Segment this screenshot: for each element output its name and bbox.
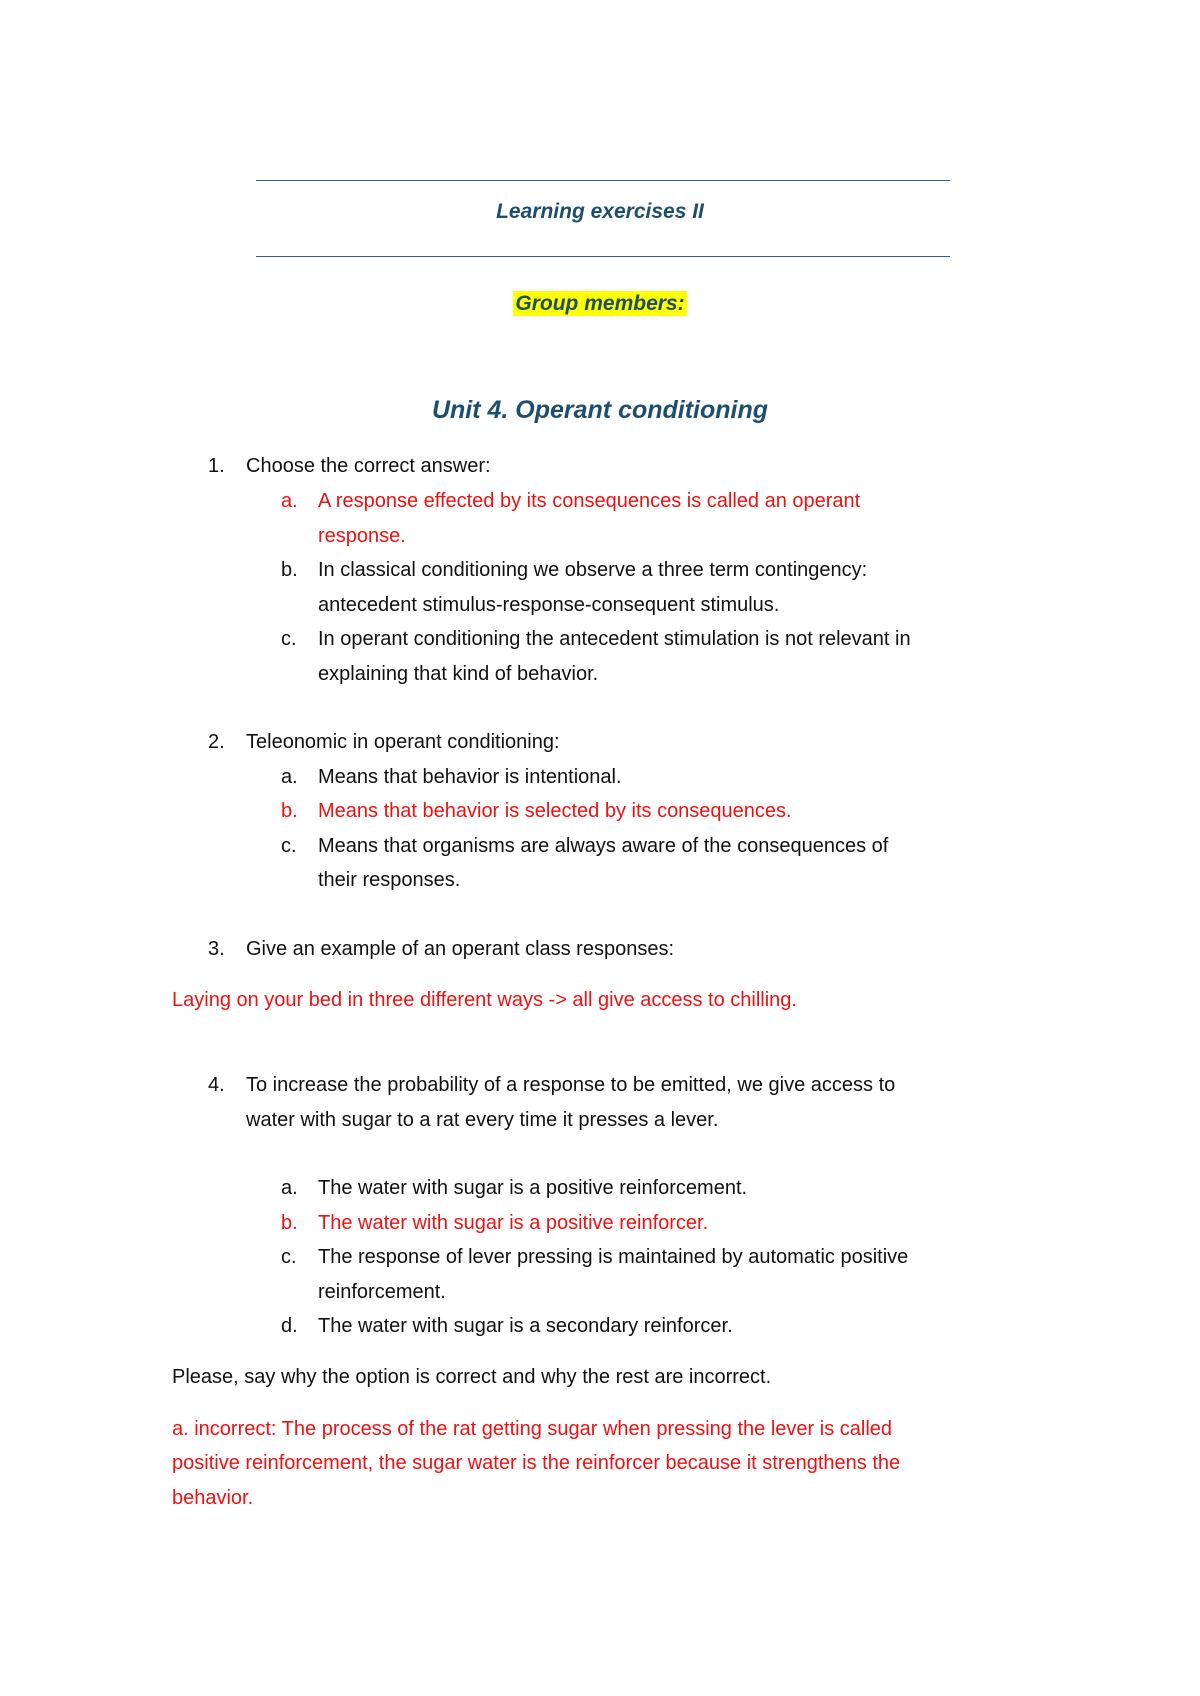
q1-option-c-letter: c. (281, 628, 297, 650)
q4-explanation-line3: behavior. (172, 1487, 254, 1509)
q1-option-a-line1: A response effected by its consequences is called an operant (318, 490, 861, 512)
q1-option-a-letter: a. (281, 490, 298, 512)
q1-number: 1. (208, 455, 225, 477)
group-members-label (0, 292, 1200, 316)
q2-number: 2. (208, 731, 225, 753)
q3-question: Give an example of an operant class responses: (246, 938, 675, 960)
q1-option-a-line2: response. (318, 525, 406, 547)
q4-number: 4. (208, 1074, 225, 1096)
title-top-rule (256, 180, 950, 181)
q2-question: Teleonomic in operant conditioning: (246, 731, 560, 753)
q1-option-b-line2: antecedent stimulus-response-consequent stimulus. (318, 594, 780, 616)
q4-option-d-letter: d. (281, 1315, 298, 1337)
q4-option-c-line1: The response of lever pressing is maintained by automatic positive (318, 1246, 909, 1268)
q4-question-line2: water with sugar to a rat every time it presses a lever. (246, 1109, 719, 1131)
q1-question: Choose the correct answer: (246, 455, 491, 477)
q2-option-a-line1: Means that behavior is intentional. (318, 766, 622, 788)
q4-option-b-letter: b. (281, 1212, 298, 1234)
q1-option-c-line1: In operant conditioning the antecedent stimulation is not relevant in (318, 628, 911, 650)
q2-option-c-line2: their responses. (318, 869, 461, 891)
q2-option-b-line1: Means that behavior is selected by its consequences. (318, 800, 792, 822)
q1-option-c-line2: explaining that kind of behavior. (318, 663, 599, 685)
q4-option-c-letter: c. (281, 1246, 297, 1268)
q2-option-a-letter: a. (281, 766, 298, 788)
q2-option-c-line1: Means that organisms are always aware of the consequences of (318, 835, 889, 857)
q4-instruction: Please, say why the option is correct and why the rest are incorrect. (172, 1366, 772, 1388)
q2-option-c-letter: c. (281, 835, 297, 857)
q4-explanation-line1: a. incorrect: The process of the rat getting sugar when pressing the lever is called (172, 1418, 893, 1440)
q2-option-b-letter: b. (281, 800, 298, 822)
q1-option-b-letter: b. (281, 559, 298, 581)
q4-option-b-line1: The water with sugar is a positive reinforcer. (318, 1212, 709, 1234)
q3-number: 3. (208, 938, 225, 960)
unit-heading: Unit 4. Operant conditioning (431, 396, 769, 424)
document-title: Learning exercises II (496, 200, 704, 223)
q4-option-a-letter: a. (281, 1177, 298, 1199)
q3-answer: Laying on your bed in three different ways -> all give access to chilling. (172, 989, 797, 1011)
group-members-highlight: Group members: (515, 292, 685, 315)
q4-option-d-line1: The water with sugar is a secondary reinforcer. (318, 1315, 733, 1337)
q4-question-line1: To increase the probability of a response to be emitted, we give access to (246, 1074, 896, 1096)
q4-explanation-line2: positive reinforcement, the sugar water is the reinforcer because it strengthens the (172, 1452, 901, 1474)
q4-option-a-line1: The water with sugar is a positive reinforcement. (318, 1177, 748, 1199)
q1-option-b-line1: In classical conditioning we observe a three term contingency: (318, 559, 868, 581)
title-bottom-rule (256, 256, 950, 257)
q4-option-c-line2: reinforcement. (318, 1281, 446, 1303)
